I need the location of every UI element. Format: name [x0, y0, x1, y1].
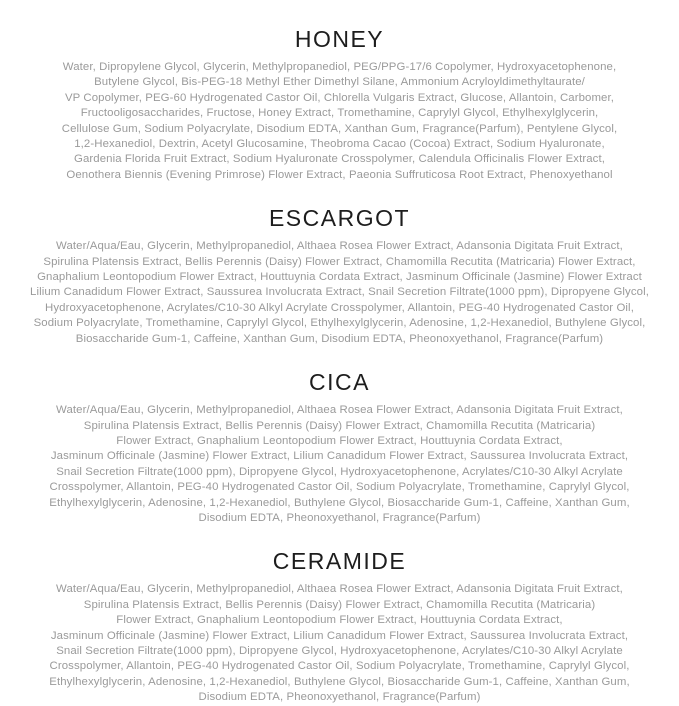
product-ingredient-section: [24, 26, 655, 183]
ingredient-line: Snail Secretion Filtrate(1000 ppm), Dipropyene Glycol, Hydroxyacetophenone, Acrylates/C10-30 Alkyl Acrylate: [56, 465, 623, 478]
ingredient-line: Water, Dipropylene Glycol, Glycerin, Methylpropanediol, PEG/PPG-17/6 Copolymer, Hydroxyacetophenone,: [62, 61, 617, 73]
ingredient-line: Water/Aqua/Eau, Glycerin, Methylpropanediol, Althaea Rosea Flower Extract, Adansonia Digitata Fruit Extract,: [56, 404, 623, 417]
ingredient-line: Jasminum Officinale (Jasmine) Flower Extract, Lilium Canadidum Flower Extract, Saussurea Involucrata Extract,: [50, 450, 629, 463]
ingredient-line: Ethylhexylglycerin, Adenosine, 1,2-Hexanediol, Buthylene Glycol, Biosaccharide Gum-1, Caffeine, Xanthan Gum,: [49, 496, 630, 509]
product-ingredient-section: [24, 548, 655, 705]
ingredient-line: Water/Aqua/Eau, Glycerin, Methylpropanediol, Althaea Rosea Flower Extract, Adansonia Digitata Fruit Extract,: [56, 240, 623, 253]
ingredient-line: Lilium Canadidum Flower Extract, Saussurea Involucrata Extract, Snail Secretion Filtrate(1000 ppm), Dipropyene Glycol,: [30, 286, 649, 299]
ingredient-line: Fructooligosaccharides, Fructose, Honey Extract, Tromethamine, Caprylyl Glycol, Ethylhexylglycerin,: [80, 107, 599, 120]
ingredient-line: Cellulose Gum, Sodium Polyacrylate, Disodium EDTA, Xanthan Gum, Fragrance(Parfum), Pentylene Glycol,: [61, 122, 618, 135]
ingredient-list-text: [24, 60, 655, 183]
ingredient-line: Gnaphalium Leontopodium Flower Extract, Houttuynia Cordata Extract, Jasminum Officinale (Jasmine) Flower Extract: [37, 271, 642, 284]
ingredient-line: Gardenia Florida Fruit Extract, Sodium Hyaluronate Crosspolymer, Calendula Officinalis Flower Extract,: [74, 153, 605, 166]
ingredient-line: Oenothera Biennis (Evening Primrose) Flower Extract, Paeonia Suffruticosa Root Extract, Phenoxyethanol: [66, 168, 613, 181]
ingredient-list-text: [24, 239, 655, 347]
ingredient-line: Ethylhexylglycerin, Adenosine, 1,2-Hexanediol, Buthylene Glycol, Biosaccharide Gum-1, Caffeine, Xanthan Gum,: [49, 675, 630, 688]
product-name-heading: HONEY: [294, 26, 385, 52]
product-ingredient-section: [24, 205, 655, 347]
ingredient-line: Jasminum Officinale (Jasmine) Flower Extract, Lilium Canadidum Flower Extract, Saussurea Involucrata Extract,: [50, 629, 629, 642]
product-name-heading: ESCARGOT: [268, 205, 411, 232]
product-ingredient-section: [24, 369, 655, 526]
ingredient-list-text: [24, 582, 655, 705]
ingredient-line: Flower Extract, Gnaphalium Leontopodium Flower Extract, Houttuynia Cordata Extract,: [116, 614, 563, 627]
ingredient-line: Spirulina Platensis Extract, Bellis Perennis (Daisy) Flower Extract, Chamomilla Recutita (Matricaria): [83, 419, 596, 432]
ingredient-line: Butylene Glycol, Bis-PEG-18 Methyl Ether Dimethyl Silane, Ammonium Acryloyldimethyltaurate/: [94, 76, 585, 89]
ingredient-line: Spirulina Platensis Extract, Bellis Perennis (Daisy) Flower Extract, Chamomilla Recutita (Matricaria): [83, 598, 596, 611]
ingredient-line: Snail Secretion Filtrate(1000 ppm), Dipropyene Glycol, Hydroxyacetophenone, Acrylates/C10-30 Alkyl Acrylate: [56, 644, 623, 657]
product-name-heading: CERAMIDE: [272, 548, 407, 575]
ingredient-line: VP Copolymer, PEG-60 Hydrogenated Castor Oil, Chlorella Vulgaris Extract, Glucose, Allantoin, Carbomer,: [64, 91, 615, 104]
ingredient-line: Water/Aqua/Eau, Glycerin, Methylpropanediol, Althaea Rosea Flower Extract, Adansonia Digitata Fruit Extract,: [56, 583, 623, 596]
ingredient-line: Sodium Polyacrylate, Tromethamine, Caprylyl Glycol, Ethylhexylglycerin, Adenosine, 1,2-Hexanediol, Buthylene Glycol,: [33, 317, 646, 330]
ingredient-line: Disodium EDTA, Pheonoxyethanol, Fragrance(Parfum): [198, 511, 481, 524]
ingredient-line: 1,2-Hexanediol, Dextrin, Acetyl Glucosamine, Theobroma Cacao (Cocoa) Extract, Sodium Hyaluronate,: [74, 138, 605, 151]
ingredient-line: Crosspolymer, Allantoin, PEG-40 Hydrogenated Castor Oil, Sodium Polyacrylate, Tromethamine, Caprylyl Glycol,: [49, 481, 630, 494]
product-name-heading: CICA: [309, 369, 370, 396]
sections-container: [24, 26, 655, 706]
ingredient-line: Crosspolymer, Allantoin, PEG-40 Hydrogenated Castor Oil, Sodium Polyacrylate, Tromethamine, Caprylyl Glycol,: [49, 660, 630, 673]
ingredient-line: Disodium EDTA, Pheonoxyethanol, Fragrance(Parfum): [198, 691, 481, 704]
ingredient-line: Biosaccharide Gum-1, Caffeine, Xanthan Gum, Disodium EDTA, Pheonoxyethanol, Fragrance(Parfum): [75, 332, 604, 345]
ingredient-list-text: [24, 403, 655, 526]
ingredient-line: Hydroxyacetophenone, Acrylates/C10-30 Alkyl Acrylate Crosspolymer, Allantoin, PEG-40 Hydrogenated Castor Oil,: [45, 301, 634, 314]
ingredient-line: Flower Extract, Gnaphalium Leontopodium Flower Extract, Houttuynia Cordata Extract,: [116, 434, 563, 447]
ingredient-line: Spirulina Platensis Extract, Bellis Perennis (Daisy) Flower Extract, Chamomilla Recutita (Matricaria) Flower Extract,: [43, 255, 636, 268]
